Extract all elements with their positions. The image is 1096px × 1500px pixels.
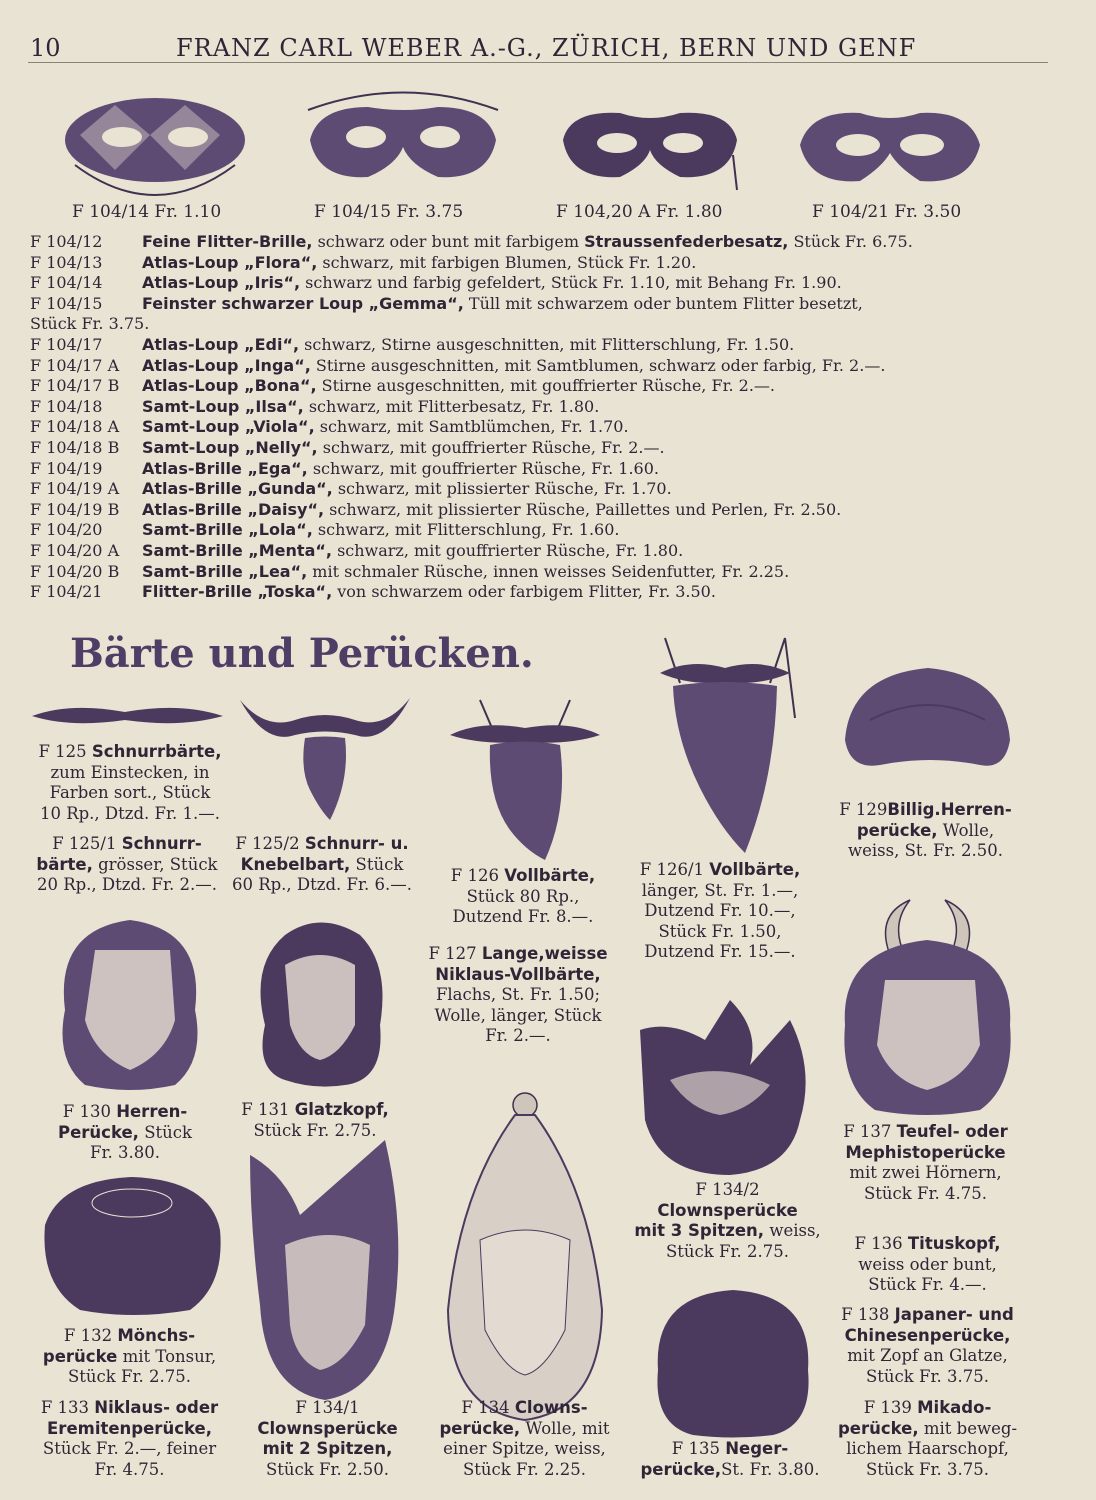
header-rule xyxy=(28,62,1048,63)
item-text xyxy=(142,459,1040,480)
item-text xyxy=(142,376,1040,397)
label-name-2: Niklaus-Vollbärte, xyxy=(435,964,601,984)
label-line: Dutzend Fr. 15.—. xyxy=(644,942,796,961)
label-text: Stück xyxy=(144,1122,192,1142)
page-number: 10 xyxy=(30,34,61,62)
label-line xyxy=(615,1180,840,1201)
clown-wig-2-spikes-illustration-f134-1 xyxy=(245,1135,410,1405)
item-desc: schwarz, mit plissierter Rüsche, Fr. 1.70. xyxy=(337,479,672,499)
label-code: F 131 xyxy=(241,1100,290,1119)
label-name-2: bärte, xyxy=(36,854,93,874)
label-line: Stück Fr. 4.—. xyxy=(868,1275,987,1294)
label-line: Fr. 4.75. xyxy=(94,1459,165,1479)
label-name: Schnurrbärte, xyxy=(91,742,222,761)
label-name: Clownsperücke xyxy=(657,1200,798,1220)
label-code: F 134/1 xyxy=(295,1398,360,1417)
item-desc: schwarz, mit Flitterschlung, Fr. 1.60. xyxy=(317,520,620,540)
label-code: F 134 xyxy=(461,1398,510,1417)
label-f129 xyxy=(818,800,1033,862)
item-code: F 104/15 xyxy=(30,293,103,313)
item-name: Flitter-Brille „Toska“, xyxy=(142,582,333,602)
item-desc: von schwarzem oder farbigem Flitter, Fr. 3.50. xyxy=(337,582,716,602)
label-f132 xyxy=(22,1326,237,1388)
label-name-2: Chinesenperücke, xyxy=(844,1325,1011,1345)
mask-caption-f104-15 xyxy=(314,202,463,222)
label-f138 xyxy=(815,1305,1040,1387)
mask-illustration-f104-15 xyxy=(298,85,508,195)
item-code: F 104/19 B xyxy=(30,499,120,519)
label-name-2: perücke, xyxy=(856,820,938,840)
label-name: Schnurr- u. xyxy=(304,834,409,853)
item-code: F 104/19 A xyxy=(30,479,120,499)
item-name: Feine Flitter-Brille, xyxy=(142,232,313,251)
label-line: Stück Fr. 2.75. xyxy=(665,1241,790,1261)
label-line: Stück Fr. 3.75. xyxy=(865,1366,990,1386)
label-name-2: mit 3 Spitzen, xyxy=(634,1221,765,1240)
item-code: F 104/18 A xyxy=(30,417,120,437)
mask-illustration-f104-20a xyxy=(555,95,745,195)
label-code: F 139 xyxy=(863,1398,912,1417)
mask-caption-f104-14 xyxy=(72,202,221,222)
item-desc: schwarz oder bunt mit farbigem xyxy=(317,232,580,251)
item-name: Samt-Brille „Menta“, xyxy=(142,540,332,560)
item-desc: Stirne ausgeschnitten, mit Samtblumen, schwarz oder farbig, Fr. 2.—. xyxy=(315,355,886,375)
mask-code: F 104,20 A xyxy=(556,202,651,222)
label-code: F 138 xyxy=(841,1305,890,1324)
item-text xyxy=(142,232,1040,253)
label-line xyxy=(615,1221,840,1242)
item-code: F 104/17 B xyxy=(30,376,120,396)
label-line xyxy=(818,1143,1033,1164)
item-code: F 104/18 xyxy=(30,396,103,416)
label-line xyxy=(818,821,1033,842)
item-text xyxy=(142,479,1040,500)
label-line: Stück Fr. 4.75. xyxy=(863,1183,988,1203)
label-line: Fr. 3.80. xyxy=(90,1143,160,1162)
label-line xyxy=(22,1398,237,1419)
label-line: mit zwei Hörnern, xyxy=(849,1163,1002,1182)
item-name: Atlas-Loup „Inga“, xyxy=(142,355,311,375)
label-text: weiss, xyxy=(769,1221,821,1240)
label-line xyxy=(625,1460,835,1481)
label-code: F 129 xyxy=(839,800,888,819)
item-text xyxy=(142,438,1040,459)
label-name: Vollbärte, xyxy=(504,866,596,885)
label-name: Clownsperücke xyxy=(257,1418,398,1438)
section-title: Bärte und Perücken. xyxy=(70,630,534,677)
mustache-goatee-illustration-f125-2 xyxy=(235,690,415,825)
mask-illustration-f104-21 xyxy=(790,95,990,195)
label-name-2: perücke, xyxy=(640,1459,722,1479)
label-f134-1 xyxy=(230,1398,425,1480)
mask-code: F 104/15 xyxy=(314,202,392,222)
bald-head-illustration-f131 xyxy=(245,905,395,1095)
label-code: F 135 xyxy=(671,1439,720,1458)
item-desc: schwarz, mit gouffrierter Rüsche, Fr. 1.60. xyxy=(312,458,659,478)
label-line xyxy=(418,965,618,986)
item-text xyxy=(142,273,1040,294)
item-name: Samt-Brille „Lea“, xyxy=(142,561,308,581)
label-name-2: mit 2 Spitzen, xyxy=(262,1439,393,1458)
label-name-2: perücke, xyxy=(837,1418,919,1438)
label-f139 xyxy=(815,1398,1040,1480)
list-item xyxy=(30,438,1040,459)
label-line xyxy=(625,1439,835,1460)
label-line: Dutzend Fr. 10.—, xyxy=(644,901,796,920)
label-line: einer Spitze, weiss, xyxy=(443,1439,606,1458)
mask-price: Fr. 3.75 xyxy=(396,202,464,222)
mask-price: Fr. 1.10 xyxy=(154,202,222,222)
label-name-2: Knebelbart, xyxy=(240,854,351,874)
devil-wig-illustration-f137 xyxy=(835,895,1020,1120)
label-name-2: Perücke, xyxy=(58,1122,139,1142)
item-code: F 104/20 A xyxy=(30,540,120,560)
label-name-2: Mephistoperücke xyxy=(845,1142,1006,1162)
label-line xyxy=(22,834,232,855)
label-code: F 134/2 xyxy=(695,1180,760,1199)
mask-code: F 104/21 xyxy=(812,202,890,222)
item-code: F 104/14 xyxy=(30,273,103,293)
label-line: Stück 80 Rp., xyxy=(466,886,580,906)
label-f136 xyxy=(820,1234,1035,1296)
label-line xyxy=(818,1122,1033,1143)
label-code: F 126 xyxy=(450,866,499,885)
list-item xyxy=(30,397,1040,418)
item-name: Samt-Loup „Ilsa“, xyxy=(142,396,304,416)
label-name: Niklaus- oder xyxy=(94,1398,219,1417)
label-line xyxy=(815,1419,1040,1440)
label-name: Billig.Herren- xyxy=(887,800,1012,819)
page-title: FRANZ CARL WEBER A.-G., ZÜRICH, BERN UND GENF xyxy=(176,34,917,62)
list-item xyxy=(30,500,1040,521)
label-line xyxy=(230,1398,425,1419)
label-line: Wolle, länger, Stück xyxy=(434,1005,602,1025)
label-line xyxy=(422,1419,627,1440)
item-code: F 104/13 xyxy=(30,252,103,272)
label-line xyxy=(820,1234,1035,1255)
label-line xyxy=(428,866,618,887)
label-line xyxy=(22,1326,237,1347)
item-code: F 104/21 xyxy=(30,582,103,602)
item-desc-2: Stück Fr. 6.75. xyxy=(793,232,913,251)
label-code: F 126/1 xyxy=(639,860,705,879)
label-line xyxy=(818,800,1033,821)
mask-code: F 104/14 xyxy=(72,202,150,222)
label-f134 xyxy=(422,1398,627,1480)
item-desc-cont: Stück Fr. 3.75. xyxy=(30,314,150,334)
label-code: F 130 xyxy=(62,1102,111,1121)
label-line: Stück Fr. 2.—, feiner xyxy=(42,1439,217,1458)
item-name-2: Straussenfederbesatz, xyxy=(584,232,789,251)
item-desc: schwarz, mit farbigen Blumen, Stück Fr. 1.20. xyxy=(322,252,697,272)
list-item xyxy=(30,253,1040,274)
wig-illustration-f130 xyxy=(45,910,215,1100)
mask-caption-f104-21 xyxy=(812,202,961,222)
item-text xyxy=(142,582,1040,603)
item-desc: schwarz, mit gouffrierter Rüsche, Fr. 2.—. xyxy=(322,437,665,457)
item-desc: schwarz, mit plissierter Rüsche, Paillettes und Perlen, Fr. 2.50. xyxy=(329,499,842,519)
label-name-2: Eremitenperücke, xyxy=(47,1418,212,1438)
list-item xyxy=(30,479,1040,500)
label-f126 xyxy=(428,866,618,928)
label-code: F 127 xyxy=(428,944,477,963)
label-name: Tituskopf, xyxy=(907,1234,1001,1253)
label-line: weiss, St. Fr. 2.50. xyxy=(847,841,1003,860)
item-code: F 104/18 B xyxy=(30,437,120,457)
item-name: Samt-Loup „Viola“, xyxy=(142,417,315,437)
label-text: Wolle, xyxy=(942,820,995,840)
label-line: Stück Fr. 1.50, xyxy=(658,921,782,941)
list-item-continuation xyxy=(30,314,1040,335)
item-text xyxy=(142,541,1040,562)
item-text xyxy=(142,294,1040,315)
label-f126-1 xyxy=(620,860,820,963)
label-name: Vollbärte, xyxy=(709,860,801,879)
list-item xyxy=(30,232,1040,253)
label-f125-1 xyxy=(22,834,232,896)
label-f131 xyxy=(220,1100,410,1141)
item-code: F 104/20 xyxy=(30,520,103,540)
item-name: Feinster schwarzer Loup „Gemma“, xyxy=(142,293,464,313)
item-name: Atlas-Loup „Bona“, xyxy=(142,376,317,396)
label-line: Stück Fr. 3.75. xyxy=(865,1459,990,1479)
item-desc: Stirne ausgeschnitten, mit gouffrierter Rüsche, Fr. 2.—. xyxy=(321,376,775,396)
negro-wig-illustration-f135 xyxy=(648,1280,818,1440)
label-line: lichem Haarschopf, xyxy=(846,1439,1009,1458)
clown-wig-1-spike-illustration-f134 xyxy=(440,1090,610,1425)
label-line: Farben sort., Stück xyxy=(49,783,211,802)
label-f133 xyxy=(22,1398,237,1480)
label-line xyxy=(25,1123,225,1144)
item-name: Samt-Loup „Nelly“, xyxy=(142,437,318,457)
label-line: 10 Rp., Dtzd. Fr. 1.—. xyxy=(39,803,221,823)
item-name: Atlas-Brille „Ega“, xyxy=(142,458,308,478)
list-item xyxy=(30,294,1040,315)
item-name: Atlas-Brille „Daisy“, xyxy=(142,499,325,519)
label-line xyxy=(220,1100,410,1121)
label-line xyxy=(222,834,422,855)
label-line xyxy=(222,855,422,876)
label-line xyxy=(25,1102,225,1123)
label-line xyxy=(815,1305,1040,1326)
label-code: F 133 xyxy=(40,1398,90,1417)
mask-price: Fr. 3.50 xyxy=(894,202,962,222)
label-line xyxy=(815,1326,1040,1347)
item-desc: Tüll mit schwarzem oder buntem Flitter besetzt, xyxy=(468,293,863,313)
label-name: Herren- xyxy=(116,1102,188,1121)
label-line xyxy=(22,855,232,876)
item-text xyxy=(142,335,1040,356)
item-code: F 104/12 xyxy=(30,232,103,251)
list-item xyxy=(30,541,1040,562)
label-line xyxy=(230,1419,425,1440)
item-name: Atlas-Loup „Flora“, xyxy=(142,252,318,272)
label-text: St. Fr. 3.80. xyxy=(721,1459,820,1479)
label-name: Clowns- xyxy=(514,1398,588,1417)
label-name: Mikado- xyxy=(917,1398,992,1417)
label-name-2: perücke xyxy=(42,1346,118,1366)
label-name: Teufel- oder xyxy=(896,1122,1008,1141)
label-f130 xyxy=(25,1102,225,1164)
label-line: Flachs, St. Fr. 1.50; xyxy=(435,985,601,1004)
item-name: Samt-Brille „Lola“, xyxy=(142,520,313,540)
label-text: grösser, Stück xyxy=(98,854,218,874)
label-line: Stück Fr. 2.50. xyxy=(265,1459,390,1479)
label-line xyxy=(422,1398,627,1419)
mask-price: Fr. 1.80 xyxy=(655,202,723,222)
label-line xyxy=(815,1398,1040,1419)
item-name: Atlas-Loup „Iris“, xyxy=(142,273,301,293)
label-f134-2 xyxy=(615,1180,840,1262)
label-line: Stück Fr. 2.25. xyxy=(462,1459,587,1479)
label-line: länger, St. Fr. 1.—, xyxy=(641,880,799,900)
monk-wig-illustration-f132 xyxy=(40,1165,225,1320)
item-desc: schwarz, mit Flitterbesatz, Fr. 1.80. xyxy=(308,396,600,416)
list-item xyxy=(30,335,1040,356)
mask-illustration-f104-14 xyxy=(60,95,250,200)
label-name: Neger- xyxy=(725,1439,789,1458)
label-line xyxy=(22,1419,237,1440)
label-code: F 125/1 xyxy=(52,834,117,853)
item-desc: schwarz, mit gouffrierter Rüsche, Fr. 1.80. xyxy=(337,540,684,560)
item-text xyxy=(142,500,1040,521)
full-beard-illustration-f126-1 xyxy=(645,628,805,858)
label-name: Lange,weisse xyxy=(481,944,608,963)
label-text: Wolle, mit xyxy=(525,1418,610,1438)
label-f125 xyxy=(25,742,235,824)
label-text: mit beweg- xyxy=(923,1418,1018,1438)
label-line: Stück Fr. 2.75. xyxy=(253,1120,377,1140)
item-text xyxy=(142,562,1040,583)
mustache-illustration-f125 xyxy=(30,698,225,733)
label-name: Mönchs- xyxy=(117,1326,196,1345)
list-item xyxy=(30,582,1040,603)
mask-caption-f104-20a xyxy=(556,202,723,222)
list-item xyxy=(30,520,1040,541)
label-code: F 125 xyxy=(38,742,87,761)
label-line xyxy=(418,944,618,965)
label-f127 xyxy=(418,944,618,1047)
label-name: Schnurr- xyxy=(121,834,202,853)
list-item xyxy=(30,376,1040,397)
item-text xyxy=(142,520,1040,541)
item-text xyxy=(142,397,1040,418)
beard-illustration-f126 xyxy=(440,690,610,865)
item-name: Atlas-Loup „Edi“, xyxy=(142,334,300,354)
item-desc: schwarz, Stirne ausgeschnitten, mit Flitterschlung, Fr. 1.50. xyxy=(304,334,795,354)
label-line xyxy=(25,742,235,763)
wig-illustration-f129 xyxy=(840,660,1015,790)
label-code: F 136 xyxy=(854,1234,903,1253)
list-item xyxy=(30,417,1040,438)
item-text xyxy=(142,417,1040,438)
item-desc: schwarz, mit Samtblümchen, Fr. 1.70. xyxy=(319,417,629,437)
label-f125-2 xyxy=(222,834,422,896)
label-f135 xyxy=(625,1439,835,1480)
label-name-2: perücke, xyxy=(439,1418,521,1438)
label-line: zum Einstecken, in xyxy=(50,762,210,782)
label-name: Japaner- und xyxy=(894,1305,1014,1324)
label-line: 60 Rp., Dtzd. Fr. 6.—. xyxy=(231,875,413,894)
label-line: Fr. 2.—. xyxy=(485,1026,551,1045)
list-item xyxy=(30,356,1040,377)
item-code: F 104/17 A xyxy=(30,355,120,375)
label-line xyxy=(620,860,820,881)
label-line: mit Zopf an Glatze, xyxy=(847,1346,1008,1365)
label-line: Dutzend Fr. 8.—. xyxy=(452,907,594,926)
label-text: Stück xyxy=(355,854,404,874)
mask-product-list xyxy=(30,232,1040,603)
item-text xyxy=(142,253,1040,274)
item-code: F 104/17 xyxy=(30,334,103,354)
label-line: weiss oder bunt, xyxy=(858,1254,997,1274)
item-code: F 104/19 xyxy=(30,458,103,478)
label-text: mit Tonsur, xyxy=(122,1346,217,1366)
label-line: Stück Fr. 2.75. xyxy=(67,1367,192,1386)
item-name: Atlas-Brille „Gunda“, xyxy=(142,479,333,499)
list-item xyxy=(30,459,1040,480)
item-text xyxy=(142,356,1040,377)
label-line xyxy=(22,1347,237,1368)
label-line xyxy=(615,1201,840,1222)
label-code: F 125/2 xyxy=(235,834,300,853)
list-item xyxy=(30,562,1040,583)
label-code: F 137 xyxy=(843,1122,892,1141)
label-f137 xyxy=(818,1122,1033,1204)
clown-wig-3-spikes-illustration-f134-2 xyxy=(630,990,820,1180)
label-line: 20 Rp., Dtzd. Fr. 2.—. xyxy=(36,875,218,894)
label-line xyxy=(230,1439,425,1460)
label-code: F 132 xyxy=(63,1326,113,1345)
list-item xyxy=(30,273,1040,294)
item-desc: schwarz und farbig gefeldert, Stück Fr. 1.10, mit Behang Fr. 1.90. xyxy=(305,273,842,293)
item-code: F 104/20 B xyxy=(30,561,120,581)
label-name: Glatzkopf, xyxy=(294,1100,389,1119)
item-desc: mit schmaler Rüsche, innen weisses Seidenfutter, Fr. 2.25. xyxy=(312,561,790,581)
